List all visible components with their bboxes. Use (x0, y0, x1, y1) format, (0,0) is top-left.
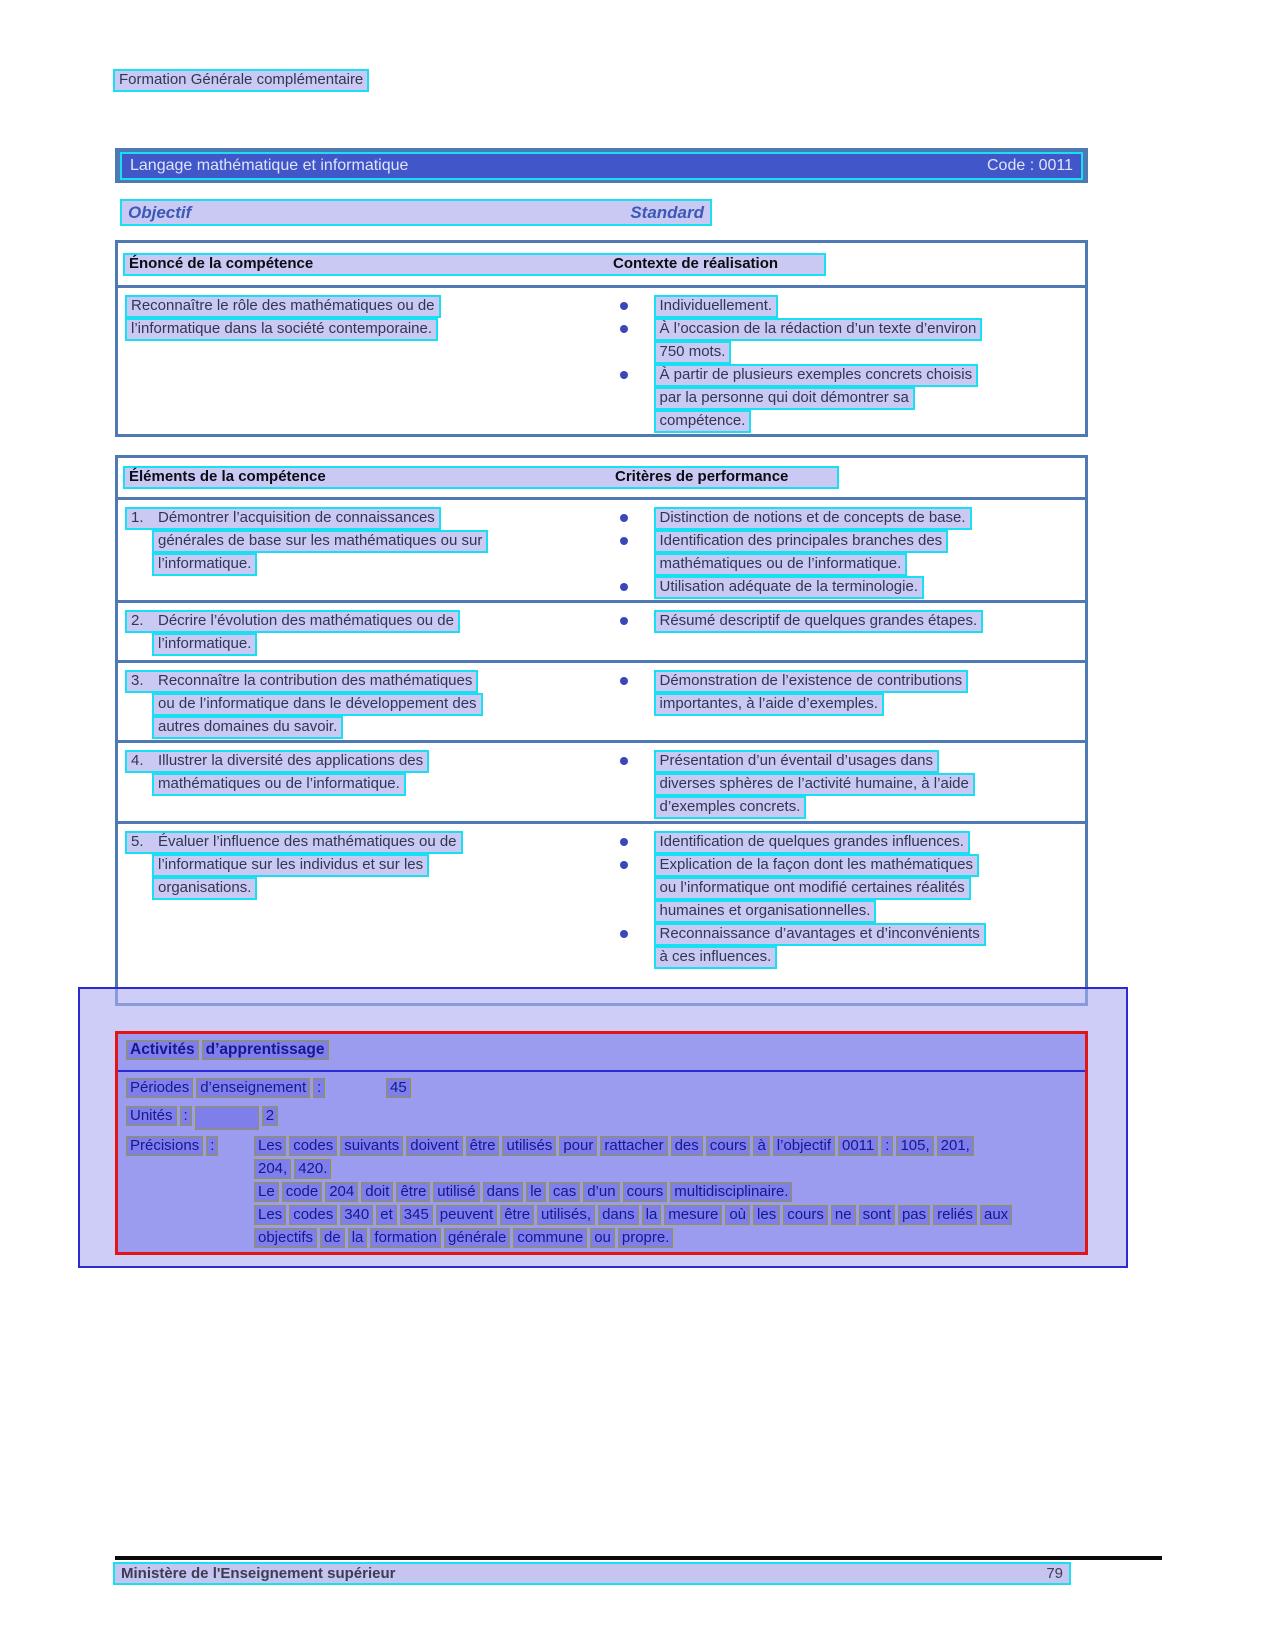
bullet-icon (620, 838, 628, 846)
bullet-icon (620, 583, 628, 591)
table1-right-cell (602, 288, 1086, 433)
table1-header-highlight (123, 253, 826, 276)
text-line: À partir de plusieurs exemples concrets choisis (654, 364, 979, 387)
table2-row-5 (118, 821, 1085, 1009)
table2-header-right: Critères de performance (615, 468, 789, 485)
row1-left-cell (118, 500, 602, 600)
text-line: Distinction de notions et de concepts de base. (654, 507, 972, 530)
title-bar (115, 148, 1088, 183)
bullet-icon (620, 861, 628, 869)
running-head-text: Formation Générale complémentaire (113, 69, 369, 92)
text-line: ou de l’informatique dans le développement des (152, 693, 483, 716)
title-bar-highlight (120, 152, 1083, 180)
table2-row-1 (118, 500, 1085, 600)
text-line: l’informatique. (152, 553, 257, 576)
table2-header-highlight (123, 466, 839, 489)
bullet-item (602, 831, 1086, 854)
item-number: 2. (131, 612, 144, 629)
row3-right-cell (602, 663, 1086, 740)
bullet-item (602, 750, 1086, 819)
text-line: Identification de quelques grandes influences. (654, 831, 970, 854)
bullet-item (602, 670, 1086, 716)
bullet-icon (620, 325, 628, 333)
text-line: Reconnaître le rôle des mathématiques ou de (125, 295, 441, 318)
text-line: Individuellement. (654, 295, 779, 318)
bullet-icon (620, 930, 628, 938)
item-number: 1. (131, 509, 144, 526)
row2-left-cell (118, 603, 602, 660)
table1-body-row (118, 288, 1085, 433)
bullet-icon (620, 537, 628, 545)
precisions-label: Précisions : (126, 1136, 254, 1251)
bullet-item (602, 923, 1086, 969)
row1-right-cell (602, 500, 1086, 600)
row2-right-cell (602, 603, 1086, 660)
table2-row-4 (118, 740, 1085, 821)
text-line: Identification des principales branches des (654, 530, 949, 553)
bullet-item (602, 610, 1086, 633)
table1-left-cell (118, 288, 602, 433)
text-line: générales de base sur les mathématiques ou sur (152, 530, 488, 553)
section-heading-strip (120, 199, 712, 226)
text-line: Les codes suivants doivent être utilisés pour rattacher des cours à l’objectif 0011 : 105, 201, (254, 1136, 1015, 1159)
table2-row-2 (118, 600, 1085, 660)
text-line: mathématiques ou de l’informatique. (152, 773, 406, 796)
text-line: Reconnaissance d’avantages et d’inconvénients (654, 923, 986, 946)
bullet-item (602, 576, 1086, 599)
text-line: Utilisation adéquate de la terminologie. (654, 576, 925, 599)
footer-page-number: 79 (1046, 1565, 1063, 1582)
bullet-item (602, 295, 1086, 318)
table1-header-left: Énoncé de la compétence (129, 254, 314, 272)
table2-header-row (118, 458, 1085, 500)
footer (113, 1562, 1071, 1585)
standard-heading: Standard (630, 202, 704, 222)
precisions-row (126, 1136, 1077, 1251)
row4-right-cell (602, 743, 1086, 821)
table1-header-right: Contexte de réalisation (613, 254, 779, 272)
item-number: 3. (131, 672, 144, 689)
periodes-value: 45 (386, 1078, 414, 1102)
text-line: mathématiques ou de l’informatique. (654, 553, 908, 576)
unites-row (126, 1106, 1077, 1130)
footer-ministry: Ministère de l'Enseignement supérieur (121, 1565, 396, 1582)
bullet-item (602, 854, 1086, 923)
text-line: organisations. (152, 877, 257, 900)
text-line: 204, 420. (254, 1159, 1015, 1182)
text-line: Le code 204 doit être utilisé dans le cas d’un cours multidisciplinaire. (254, 1182, 1015, 1205)
bullet-icon (620, 371, 628, 379)
table2-row-3 (118, 660, 1085, 740)
table1-header-row (118, 243, 1085, 288)
bullet-item (602, 507, 1086, 530)
periodes-row (126, 1078, 1077, 1102)
text-line: 4. Illustrer la diversité des applications des (125, 750, 429, 773)
row5-right-cell (602, 824, 1086, 1009)
table2-header-left: Éléments de la compétence (129, 468, 326, 485)
footer-rule (115, 1556, 1162, 1560)
text-line: autres domaines du savoir. (152, 716, 343, 739)
text-line: Démonstration de l’existence de contributions (654, 670, 969, 693)
text-line: Explication de la façon dont les mathématiques (654, 854, 980, 877)
unites-gap-box (195, 1106, 259, 1130)
unites-label: Unités : (126, 1106, 195, 1130)
text-line: 1. Démontrer l’acquisition de connaissances (125, 507, 441, 530)
bullet-icon (620, 757, 628, 765)
text-line: objectifs de la formation générale commune ou propre. (254, 1228, 1015, 1251)
table-elements-criteres (115, 455, 1088, 1006)
text-line: 3. Reconnaître la contribution des mathématiques (125, 670, 478, 693)
bullet-icon (620, 617, 628, 625)
text-line: par la personne qui doit démontrer sa (654, 387, 915, 410)
bullet-icon (620, 514, 628, 522)
text-line: Résumé descriptif de quelques grandes étapes. (654, 610, 984, 633)
objectif-heading: Objectif (128, 202, 192, 222)
text-line: 5. Évaluer l’influence des mathématiques ou de (125, 831, 463, 854)
bullet-item (602, 318, 1086, 364)
periodes-label: Périodes d’enseignement : (126, 1078, 386, 1102)
text-line: à ces influences. (654, 946, 778, 969)
row3-left-cell (118, 663, 602, 740)
bullet-icon (620, 677, 628, 685)
text-line: 2. Décrire l’évolution des mathématiques ou de (125, 610, 460, 633)
activities-box (115, 1031, 1088, 1255)
text-line: 750 mots. (654, 341, 732, 364)
row4-left-cell (118, 743, 602, 821)
running-head (113, 69, 369, 92)
row5-left-cell (118, 824, 602, 1009)
text-line: compétence. (654, 410, 752, 433)
bullet-item (602, 364, 1086, 433)
text-line: l’informatique sur les individus et sur les (152, 854, 429, 877)
item-number: 4. (131, 752, 144, 769)
text-line: Présentation d’un éventail d’usages dans (654, 750, 940, 773)
text-line: diverses sphères de l’activité humaine, à l’aide (654, 773, 975, 796)
table-enonce-contexte (115, 240, 1088, 437)
text-line: l’informatique dans la société contemporaine. (125, 318, 438, 341)
text-line: Les codes 340 et 345 peuvent être utilisés, dans la mesure où les cours ne sont pas reliés aux (254, 1205, 1015, 1228)
text-line: l’informatique. (152, 633, 257, 656)
item-number: 5. (131, 833, 144, 850)
text-line: humaines et organisationnelles. (654, 900, 877, 923)
text-line: d’exemples concrets. (654, 796, 807, 819)
bullet-item (602, 530, 1086, 576)
text-line: importantes, à l’aide d’exemples. (654, 693, 884, 716)
unites-value: 2 (262, 1106, 281, 1130)
precisions-text (254, 1136, 1015, 1251)
course-title: Langage mathématique et informatique (130, 156, 409, 174)
bullet-icon (620, 302, 628, 310)
text-line: ou l’informatique ont modifié certaines réalités (654, 877, 971, 900)
text-line: À l’occasion de la rédaction d’un texte d’environ (654, 318, 983, 341)
activities-divider (118, 1070, 1085, 1072)
activities-title: Activités d’apprentissage (126, 1040, 1077, 1067)
course-code: Code : 0011 (987, 156, 1073, 174)
